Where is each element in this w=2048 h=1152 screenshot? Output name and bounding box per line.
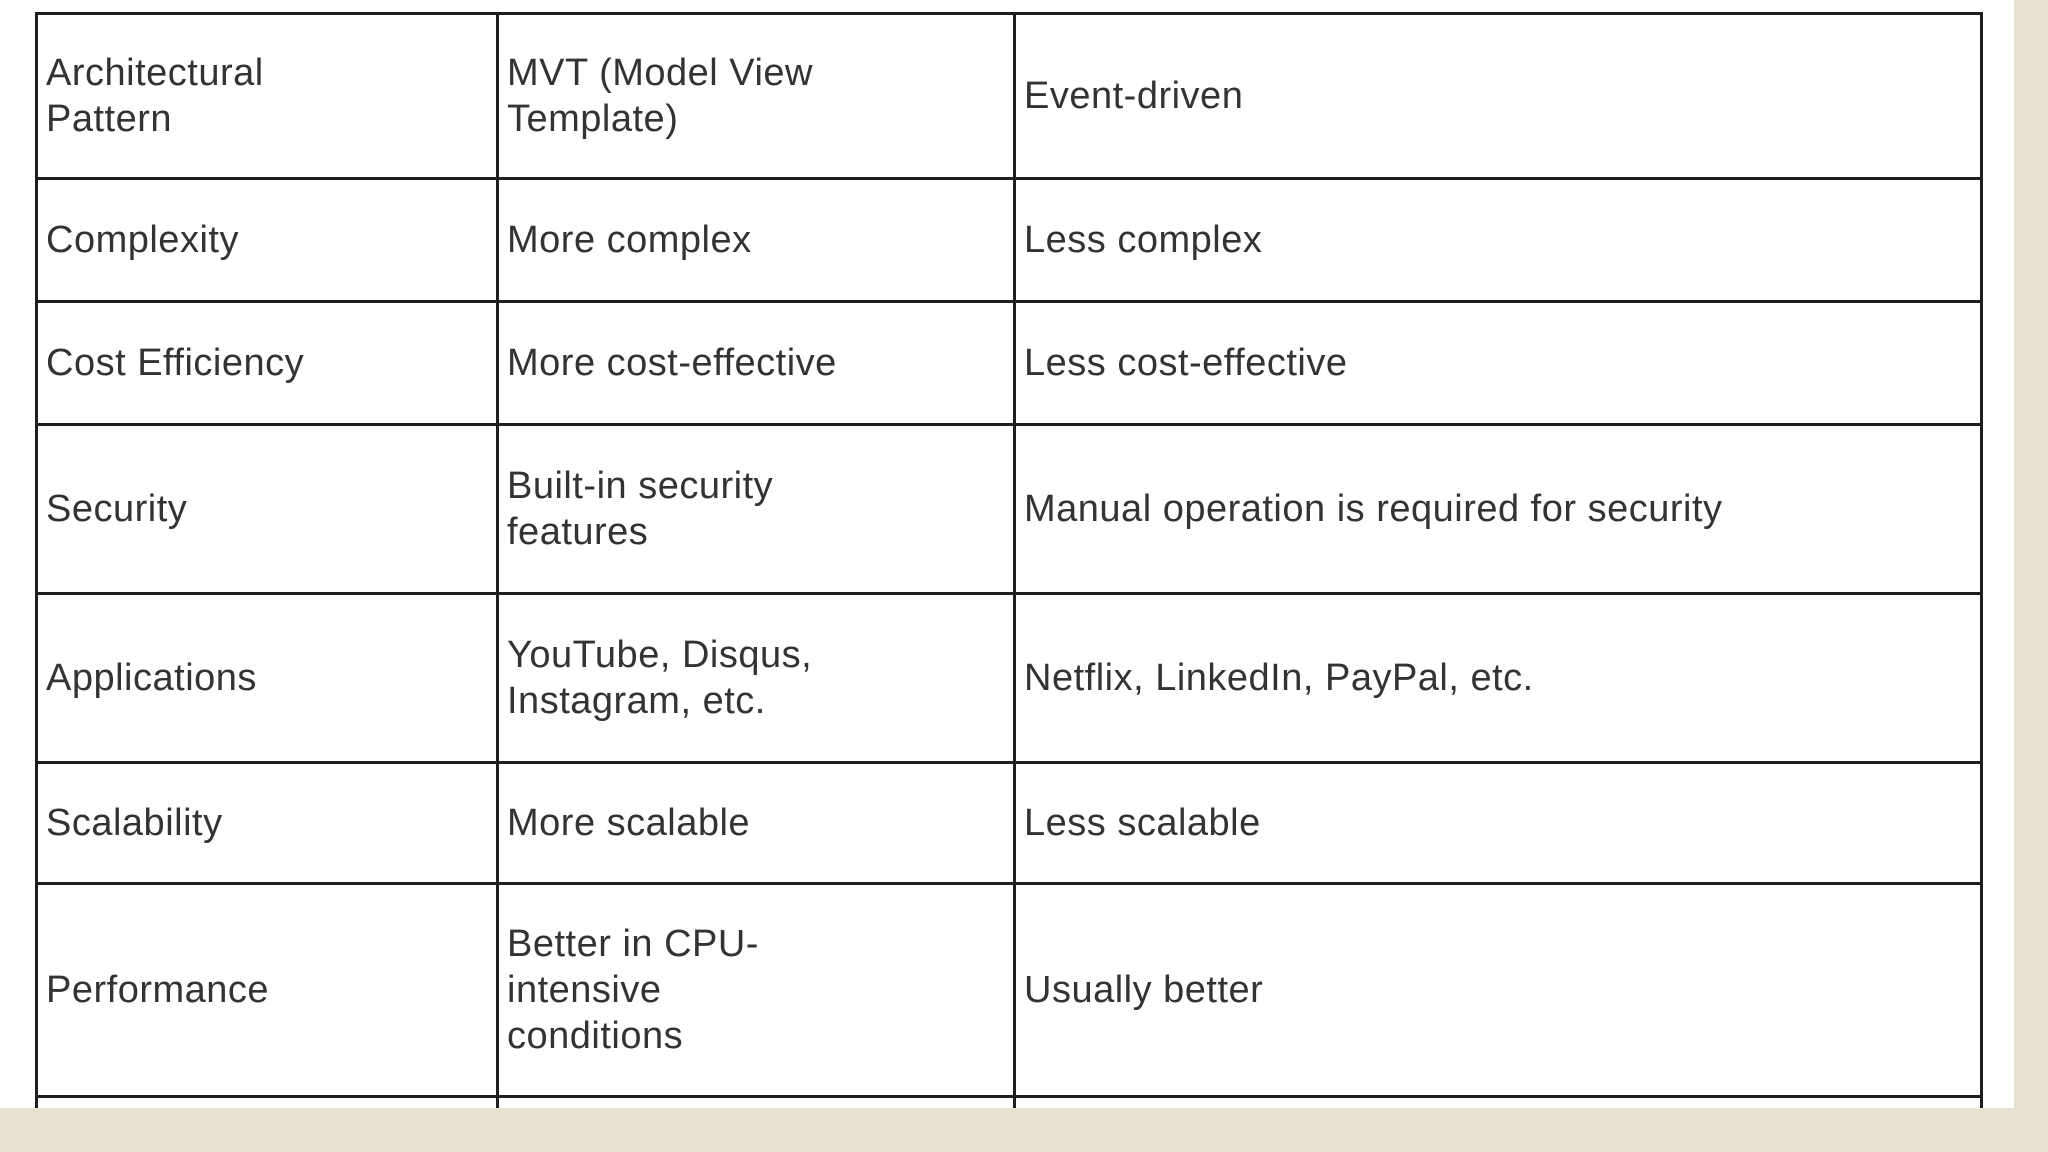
col-a-cell (498, 884, 1015, 1097)
col-a-cell (498, 179, 1015, 302)
feature-label: Complexity (46, 219, 239, 261)
comparison-table (35, 12, 1983, 1108)
col-b-cell (1015, 302, 1982, 425)
feature-label: Performance (46, 969, 270, 1011)
col-a-value: Built-in security features (507, 465, 774, 553)
table-row (37, 884, 1982, 1097)
frame-border-bottom (0, 1108, 2048, 1152)
col-a-value: More scalable (507, 802, 751, 844)
col-a-cell (498, 594, 1015, 763)
col-a-value: More complex (507, 219, 752, 261)
frame-border-right (2014, 0, 2048, 1152)
table-row (37, 763, 1982, 884)
feature-cell (37, 179, 498, 302)
col-b-value: Less cost-effective (1024, 342, 1348, 384)
col-b-cell (1015, 14, 1982, 179)
col-a-cell (498, 14, 1015, 179)
col-b-cell (1015, 425, 1982, 594)
feature-label: Architectural Pattern (46, 52, 264, 140)
empty-cell (498, 1097, 1015, 1109)
col-b-value: Usually better (1024, 969, 1264, 1011)
col-b-value: Netflix, LinkedIn, PayPal, etc. (1024, 657, 1534, 699)
col-b-value: Less scalable (1024, 802, 1261, 844)
col-b-value: Less complex (1024, 219, 1263, 261)
empty-cell (1015, 1097, 1982, 1109)
feature-cell (37, 14, 498, 179)
col-a-value: YouTube, Disqus, Instagram, etc. (507, 634, 813, 722)
feature-label: Applications (46, 657, 257, 699)
col-a-value: More cost-effective (507, 342, 837, 384)
feature-cell (37, 594, 498, 763)
col-a-cell (498, 425, 1015, 594)
col-a-value: Better in CPU-intensive conditions (507, 923, 759, 1057)
table-row (37, 14, 1982, 179)
table-row-truncated (37, 1097, 1982, 1109)
col-a-value: MVT (Model View Template) (507, 52, 813, 140)
col-b-value: Event-driven (1024, 75, 1244, 117)
feature-cell (37, 302, 498, 425)
col-a-cell (498, 763, 1015, 884)
empty-cell (37, 1097, 498, 1109)
table-row (37, 425, 1982, 594)
feature-label: Security (46, 488, 188, 530)
table-row (37, 594, 1982, 763)
feature-label: Scalability (46, 802, 223, 844)
col-b-cell (1015, 594, 1982, 763)
feature-cell (37, 763, 498, 884)
feature-label: Cost Efficiency (46, 342, 305, 384)
col-b-cell (1015, 763, 1982, 884)
col-a-cell (498, 302, 1015, 425)
col-b-value: Manual operation is required for security (1024, 488, 1723, 530)
feature-cell (37, 884, 498, 1097)
col-b-cell (1015, 884, 1982, 1097)
table-row (37, 302, 1982, 425)
table-row (37, 179, 1982, 302)
feature-cell (37, 425, 498, 594)
col-b-cell (1015, 179, 1982, 302)
